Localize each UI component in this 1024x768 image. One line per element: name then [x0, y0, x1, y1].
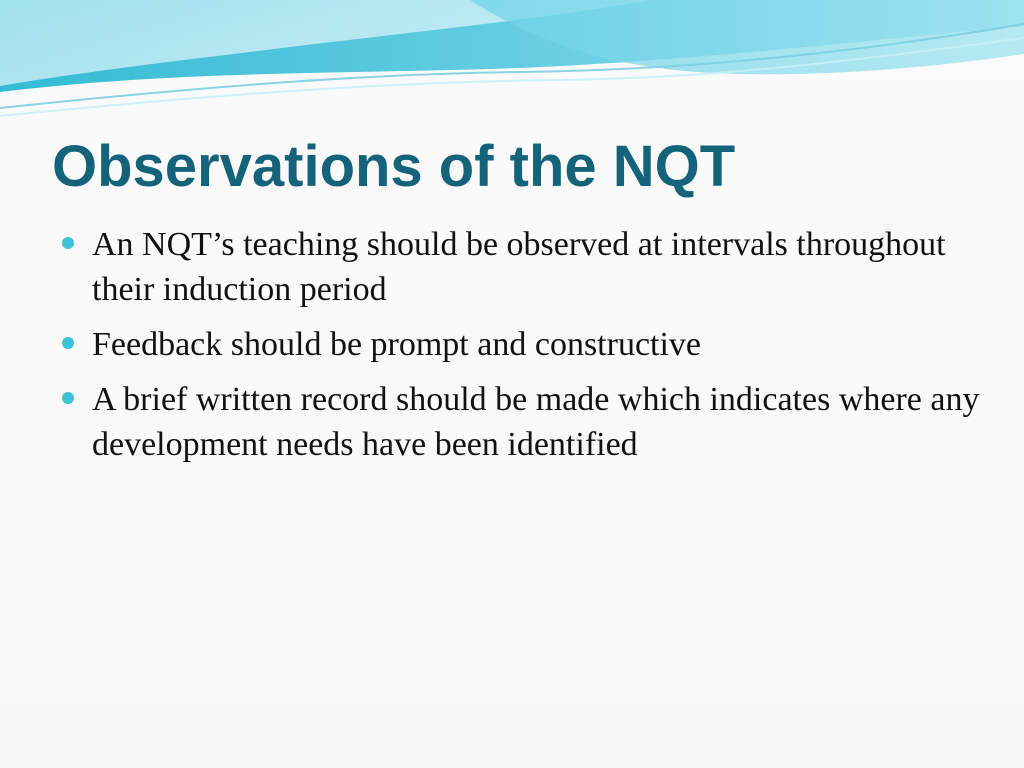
- bullet-item: [62, 322, 982, 367]
- bullet-item: [62, 377, 982, 467]
- bullet-text: A brief written record should be made which indicates where any development needs have been identified: [92, 381, 980, 463]
- bullet-list: [62, 222, 982, 477]
- bullet-text: An NQT’s teaching should be observed at intervals throughout their induction period: [92, 226, 946, 308]
- bullet-item: [62, 222, 982, 312]
- header-wave-decoration: [0, 0, 1024, 130]
- circle-bullet-icon: [62, 237, 74, 249]
- slide-title: Observations of the NQT: [52, 134, 736, 199]
- bullet-text: Feedback should be prompt and constructive: [92, 326, 702, 363]
- circle-bullet-icon: [62, 392, 74, 404]
- circle-bullet-icon: [62, 337, 74, 349]
